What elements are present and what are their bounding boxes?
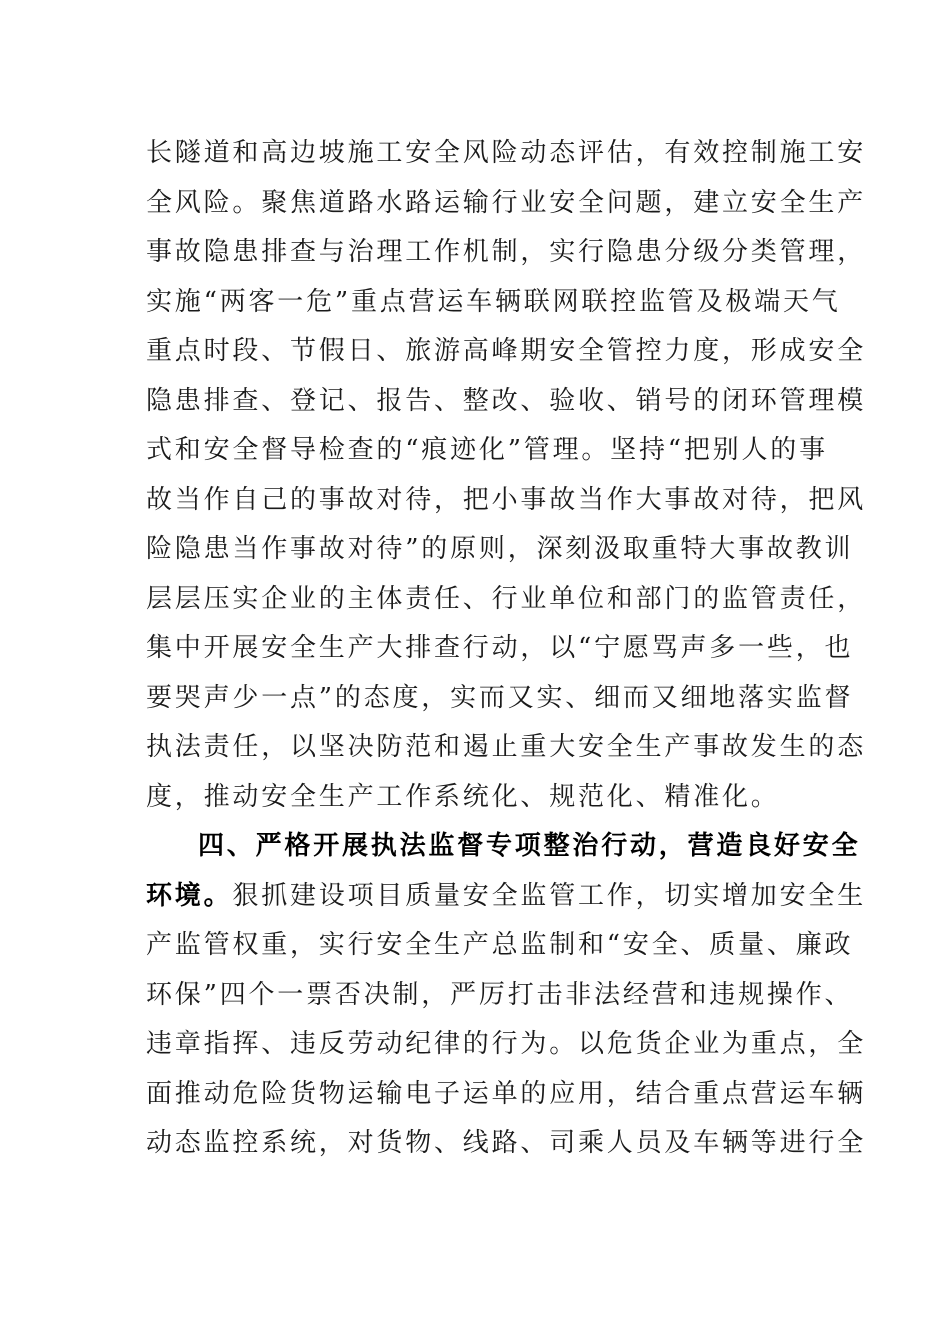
paragraph-text: 狠抓建设项目质量安全监管工作，切实增加安全生 (232, 880, 867, 911)
paragraph-line: 执法责任，以坚决防范和遏止重大安全生产事故发生的态 (146, 732, 867, 762)
paragraph-line: 集中开展安全生产大排查行动，以“宁愿骂声多一些，也 (146, 633, 854, 663)
paragraph-line: 产监管权重，实行安全生产总监制和“安全、质量、廉政 (146, 930, 854, 960)
paragraph-line: 实施“两客一危”重点营运车辆联网联控监管及极端天气 (146, 286, 841, 317)
paragraph-line: 全风险。聚焦道路水路运输行业安全问题，建立安全生产 (146, 187, 867, 218)
paragraph-line: 度，推动安全生产工作系统化、规范化、精准化。 (146, 781, 780, 812)
paragraph-line: 违章指挥、违反劳动纪律的行为。以危货企业为重点，全 (146, 1029, 867, 1059)
section-heading: 四、严格开展执法监督专项整治行动，营造良好安全 (198, 831, 861, 861)
section-heading-end: 环境。 (146, 880, 233, 911)
paragraph-line: 面推动危险货物运输电子运单的应用，结合重点营运车辆 (146, 1078, 867, 1109)
paragraph-line: 事故隐患排查与治理工作机制，实行隐患分级分类管理， (146, 237, 867, 267)
paragraph-line (146, 876, 867, 916)
paragraph-line: 层层压实企业的主体责任、行业单位和部门的监管责任， (146, 583, 867, 614)
paragraph-line: 长隧道和高边坡施工安全风险动态评估，有效控制施工安 (146, 138, 867, 168)
paragraph-line: 式和安全督导检查的“痕迹化”管理。坚持“把别人的事 (146, 435, 828, 465)
paragraph-line: 隐患排查、登记、报告、整改、验收、销号的闭环管理模 (146, 385, 867, 416)
paragraph-line: 要哭声少一点”的态度，实而又实、细而又细地落实监督 (146, 682, 854, 713)
paragraph-line: 故当作自己的事故对待，把小事故当作大事故对待，把风 (146, 484, 867, 515)
paragraph-line: 环保”四个一票否决制，严厉打击非法经营和违规操作、 (146, 979, 854, 1010)
paragraph-line: 重点时段、节假日、旅游高峰期安全管控力度，形成安全 (146, 336, 867, 366)
paragraph-line: 动态监控系统，对货物、线路、司乘人员及车辆等进行全 (146, 1128, 867, 1158)
paragraph-line: 险隐患当作事故对待”的原则，深刻汲取重特大事故教训 (146, 534, 854, 564)
